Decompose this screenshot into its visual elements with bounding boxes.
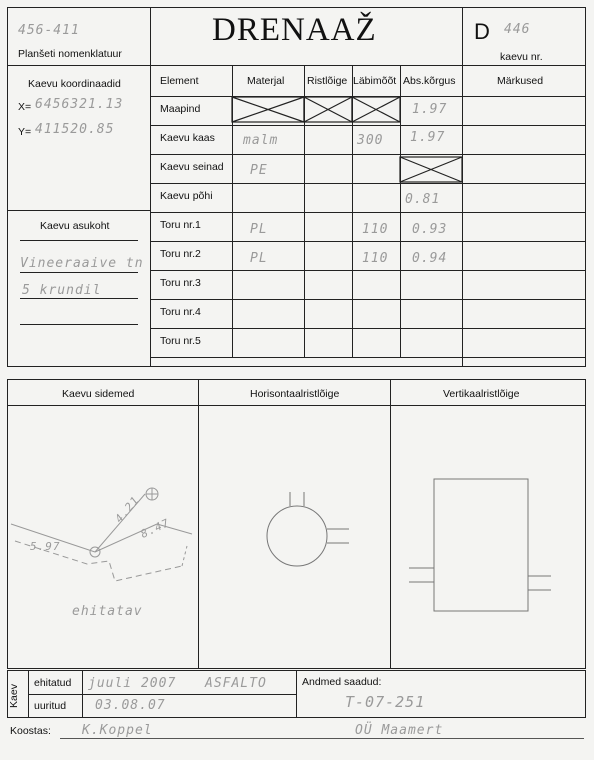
built-note: ehitatav (72, 604, 143, 619)
row-label: Toru nr.4 (160, 306, 201, 318)
data-source-value: T-07-251 (345, 693, 426, 711)
author-value: K.Koppel (82, 723, 153, 738)
col-header-notes: Märkused (497, 75, 544, 87)
cell-diameter: 300 (357, 133, 384, 148)
built-company: ASFALTO (205, 676, 267, 691)
footer-row-line (28, 694, 296, 695)
row-label: Maapind (160, 103, 201, 115)
connections-sketch (7, 406, 197, 668)
col-header-diameter: Läbimõõt (353, 75, 397, 87)
cell-height: 0.94 (412, 251, 448, 266)
well-number-handwritten: 446 (504, 22, 531, 37)
author-label: Koostas: (10, 725, 51, 737)
cell-height: 1.97 (412, 102, 448, 117)
cell-height: 1.97 (410, 130, 446, 145)
dim-b: 4.21 (112, 493, 143, 526)
built-label: ehitatud (34, 677, 72, 689)
row-label: Toru nr.1 (160, 219, 201, 231)
cell-material: PL (250, 222, 268, 237)
location-label: Kaevu asukoht (40, 220, 110, 232)
col-header-material: Materjal (247, 75, 285, 87)
dim-a: 5.97 (30, 540, 61, 553)
cell-material: PL (250, 251, 268, 266)
cell-height: 0.93 (412, 222, 448, 237)
built-value: juuli 2007 (88, 676, 177, 691)
row-label: Toru nr.2 (160, 248, 201, 260)
horizontal-section-sketch (199, 406, 389, 668)
page-title: DRENAAŽ (212, 12, 377, 48)
cell-height: 0.81 (405, 192, 441, 207)
surveyed-label: uuritud (34, 700, 67, 712)
col-header-element: Element (160, 75, 199, 87)
author-rule (60, 738, 584, 739)
y-label: Y= (18, 126, 32, 138)
footer-label-divider (82, 670, 83, 718)
connections-label: Kaevu sidemed (62, 388, 135, 400)
coords-label: Kaevu koordinaadid (28, 78, 121, 90)
row-label: Toru nr.3 (160, 277, 201, 289)
data-source-label: Andmed saadud: (302, 676, 382, 688)
company-value: OÜ Maamert (355, 723, 444, 738)
cell-material: malm (243, 133, 279, 148)
cell-diameter: 110 (362, 222, 389, 237)
surveyed-value: 03.08.07 (95, 698, 166, 713)
nomenclature-label: Planšeti nomenklatuur (18, 48, 122, 60)
cell-material: PE (250, 163, 268, 178)
vertical-section-sketch (391, 406, 585, 668)
footer-mid-divider (296, 670, 297, 718)
cell-diameter: 110 (362, 251, 389, 266)
row-label: Toru nr.5 (160, 335, 201, 347)
location-line-2: 5 krundil (22, 283, 102, 298)
nomenclature-handwritten: 456-411 (18, 23, 80, 38)
row-label: Kaevu kaas (160, 132, 215, 144)
well-number-label: kaevu nr. (500, 51, 543, 63)
col-header-cross: Ristlõige (307, 75, 348, 87)
row-label: Kaevu põhi (160, 190, 213, 202)
row-label: Kaevu seinad (160, 161, 224, 173)
col-header-height: Abs.kõrgus (403, 75, 456, 87)
vertical-section-label: Vertikaalristlõige (443, 388, 520, 400)
y-value: 411520.85 (35, 122, 115, 137)
location-line-1: Vineeraaive tn (20, 256, 144, 271)
horizontal-section-label: Horisontaalristlõige (250, 388, 340, 400)
x-value: 6456321.13 (35, 97, 124, 112)
dim-c: 8.47 (138, 516, 172, 541)
well-letter: D (474, 19, 490, 44)
x-label: X= (18, 101, 32, 113)
kaev-label: Kaev (7, 684, 20, 708)
